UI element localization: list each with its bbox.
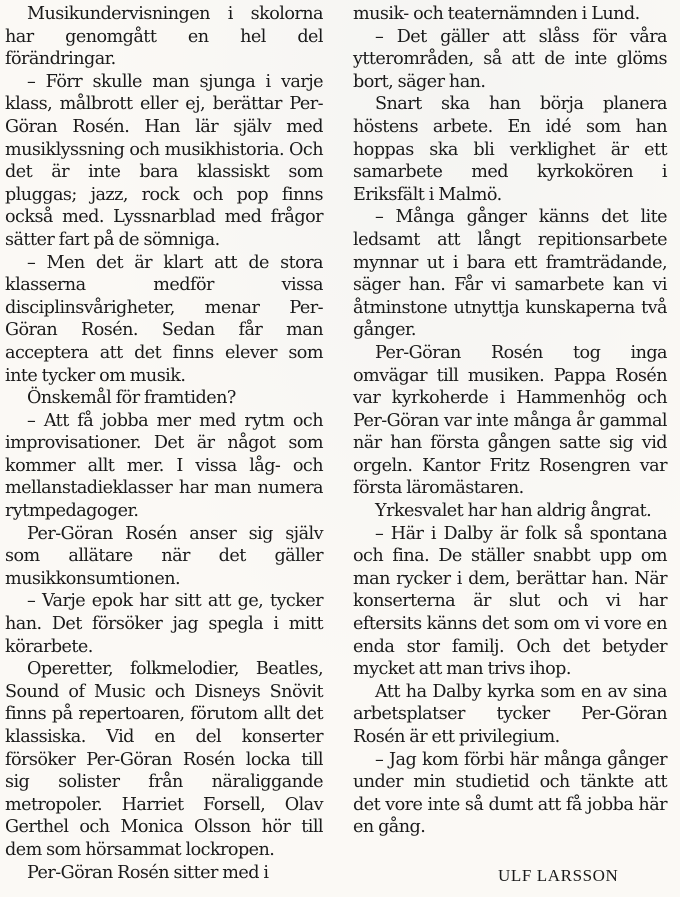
paragraph: Per-Göran Rosén sitter med i <box>27 862 269 883</box>
paragraph: – Här i Dalby är folk så spontana och fina. De ställer snabbt upp om man rycker i dem, berättar han. När konserterna är slut och vi har eftersits känns det som om vi vore en enda stor familj. Och det betyder mycket att man trivs ihop. <box>353 523 667 680</box>
paragraph: Operetter, folkmelodier, Beatles, Sound of Music och Disneys Snövit finns på repertoaren, förutom allt det klassiska. Vid en del konserter försöker Per-Göran Rosén locka till sig solister från näraliggande metropoler. Harriet Forsell, Olav Gerthel och Monica Olsson hör till dem som hörsammat lockropen. <box>5 659 323 860</box>
paragraph: Per-Göran Rosén anser sig själv som allätare när det gäller musikkonsumtionen. <box>5 523 323 589</box>
paragraph: – Förr skulle man sjunga i varje klass, målbrott eller ej, berättar Per-Göran Rosén. Han lär själv med musiklyssning och musikhistoria. Och det är inte bara klassiskt som pluggas; jazz, rock och pop finns också med. Lyssnarblad med frågor sätter fart på de sömniga. <box>5 71 323 250</box>
paragraph: Yrkesvalet har han aldrig ångrat. <box>375 501 652 522</box>
paragraph: Önskemål för framtiden? <box>27 388 236 409</box>
paragraph: – Jag kom förbi här många gånger under min studietid och tänkte att det vore inte så dumt att få jobba här en gång. <box>353 749 667 838</box>
article-left-column <box>5 3 323 884</box>
article-right-column <box>353 3 667 839</box>
paragraph: Att ha Dalby kyrka som en av sina arbetsplatser tycker Per-Göran Rosén är ett privilegium. <box>353 681 667 747</box>
paragraph: musik- och teaternämnden i Lund. <box>353 4 640 24</box>
author-byline: ULF LARSSON <box>498 866 619 885</box>
paragraph: – Men det är klart att de stora klasserna medför vissa disciplinsvårigheter, menar Per-Göran Rosén. Sedan får man acceptera att det finns elever som inte tycker om musik. <box>5 252 323 386</box>
paragraph: Snart ska han börja planera höstens arbete. En idé som han hoppas ska bli verklighet är ett samarbete med kyrkokören i Eriksfält i Malmö. <box>353 94 667 205</box>
paragraph: – Varje epok har sitt att ge, tycker han. Det försöker jag spegla i mitt körarbete. <box>5 591 323 657</box>
paragraph: – Många gånger känns det lite ledsamt att långt repitionsarbete mynnar ut i bara ett framträdande, säger han. Får vi samarbete kan vi åtminstone utnyttja kunskaperna två gånger. <box>353 207 667 341</box>
paragraph: Musikundervisningen i skolorna har genomgått en hel del förändringar. <box>5 4 323 70</box>
paragraph: – Att få jobba mer med rytm och improvisationer. Det är något som kommer allt mer. I vissa låg- och mellanstadieklasser har man numera rytmpedagoger. <box>5 410 323 522</box>
paragraph: Per-Göran Rosén tog inga omvägar till musiken. Pappa Rosén var kyrkoherde i Hammenhög och Per-Göran var inte många år gammal när han första gången satte sig vid orgeln. Kantor Fritz Rosengren var första läromästaren. <box>353 342 667 499</box>
paragraph: – Det gäller att slåss för våra ytterområden, så att de inte glöms bort, säger han. <box>353 26 667 92</box>
